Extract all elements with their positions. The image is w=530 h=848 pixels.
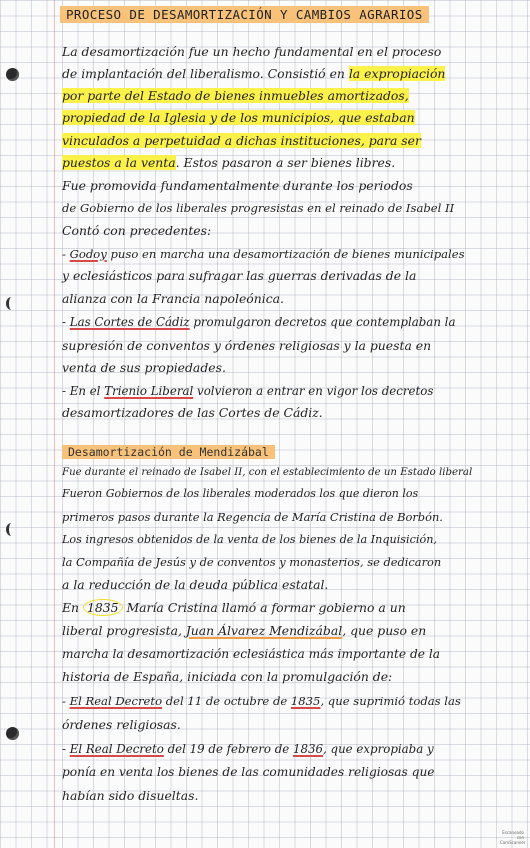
text-segment: Los ingresos obtenidos de la venta de los bienes de la Inquisición, bbox=[62, 533, 437, 546]
text-segment: a la reducción de la deuda pública estatal. bbox=[62, 577, 329, 592]
text-line bbox=[62, 715, 181, 735]
text-segment: la expropiación bbox=[348, 66, 446, 81]
text-line bbox=[62, 598, 406, 618]
text-segment: Juan Álvarez Mendizábal bbox=[185, 623, 343, 638]
text-line bbox=[62, 289, 284, 309]
text-line bbox=[62, 552, 441, 572]
text-segment: - bbox=[62, 315, 70, 329]
text-segment: supresión de conventos y órdenes religiosas y la puesta en bbox=[62, 338, 432, 353]
text-line bbox=[62, 739, 434, 759]
text-segment: del 19 de febrero de bbox=[163, 742, 293, 756]
binder-hole bbox=[6, 68, 19, 81]
text-line bbox=[62, 644, 440, 664]
text-segment: órdenes religiosas. bbox=[62, 717, 181, 732]
text-line bbox=[62, 131, 421, 151]
text-line bbox=[62, 667, 392, 687]
text-segment: Las Cortes de Cádiz bbox=[69, 315, 190, 329]
text-line bbox=[62, 786, 198, 806]
text-line bbox=[62, 575, 328, 595]
text-segment: por parte del Estado de bienes inmuebles amortizados, bbox=[62, 88, 409, 103]
text-segment: del 11 de octubre de bbox=[162, 694, 291, 708]
text-line bbox=[62, 221, 211, 241]
text-line bbox=[62, 108, 415, 128]
binder-hole bbox=[6, 727, 19, 740]
text-line bbox=[62, 64, 445, 84]
text-segment: - En el bbox=[62, 384, 105, 398]
text-segment: volvieron a entrar en vigor los decretos bbox=[193, 384, 434, 398]
text-segment: , que expropiaba y bbox=[323, 742, 434, 756]
text-segment: historia de España, iniciada con la promulgación de: bbox=[62, 669, 393, 684]
text-line bbox=[62, 336, 431, 356]
text-segment: 1835 bbox=[83, 599, 123, 616]
text-segment: promulgaron decretos que contemplaban la bbox=[189, 315, 456, 329]
text-segment: Godoy bbox=[69, 247, 107, 261]
text-segment: - bbox=[62, 247, 70, 261]
binder-hole bbox=[6, 297, 17, 310]
text-segment: 1836 bbox=[292, 742, 324, 756]
text-segment: . Estos pasaron a ser bienes libres. bbox=[175, 155, 396, 170]
text-line bbox=[62, 484, 418, 504]
text-segment: , que puso en bbox=[342, 623, 427, 638]
text-line bbox=[62, 381, 433, 401]
text-line bbox=[62, 176, 413, 196]
text-line bbox=[62, 244, 465, 264]
text-segment: - bbox=[62, 694, 70, 708]
text-line bbox=[62, 86, 409, 106]
text-segment: La desamortización fue un hecho fundamental en el proceso bbox=[62, 44, 442, 59]
text-segment: Trienio Liberal bbox=[104, 384, 194, 398]
text-line bbox=[62, 153, 395, 173]
text-line bbox=[62, 266, 416, 286]
section-heading: Desamortización de Mendizábal bbox=[62, 445, 275, 459]
text-segment: venta de sus propiedades. bbox=[62, 360, 226, 375]
text-segment: El Real Decreto bbox=[69, 694, 163, 708]
text-segment: propiedad de la Iglesia y de los municipios, que estaban bbox=[62, 110, 415, 125]
text-segment: y eclesiásticos para sufragar las guerras derivadas de la bbox=[62, 268, 417, 283]
text-segment: desamortizadores de las Cortes de Cádiz. bbox=[62, 405, 323, 420]
text-segment: primeros pasos durante la Regencia de María Cristina de Borbón. bbox=[62, 510, 443, 524]
text-segment: 1835 bbox=[290, 694, 321, 708]
text-segment: María Cristina llamó a formar gobierno a un bbox=[122, 600, 406, 615]
text-segment: En bbox=[62, 600, 83, 615]
text-line bbox=[62, 530, 437, 550]
text-segment: Fue promovida fundamentalmente durante los periodos bbox=[62, 178, 413, 193]
margin-line bbox=[54, 0, 55, 848]
text-line bbox=[62, 403, 323, 423]
text-segment: El Real Decreto bbox=[69, 742, 164, 756]
text-line bbox=[62, 463, 472, 483]
text-segment: alianza con la Francia napoleónica. bbox=[62, 291, 284, 306]
text-line bbox=[62, 691, 461, 711]
text-segment: de implantación del liberalismo. Consistió en bbox=[62, 66, 349, 81]
text-segment: Fue durante el reinado de Isabel II, con el establecimiento de un Estado liberal bbox=[62, 467, 473, 478]
text-segment: de Gobierno de los liberales progresistas en el reinado de Isabel II bbox=[62, 201, 455, 215]
text-line bbox=[62, 621, 426, 641]
text-segment: ponía en venta los bienes de las comunidades religiosas que bbox=[62, 765, 435, 779]
text-line bbox=[62, 507, 443, 527]
text-segment: , que suprimió todas las bbox=[320, 694, 461, 708]
text-segment: marcha la desamortización eclesiástica más importante de la bbox=[62, 647, 441, 661]
page-title: PROCESO DE DESAMORTIZACIÓN Y CAMBIOS AGRARIOS bbox=[60, 6, 429, 23]
text-line bbox=[62, 762, 435, 782]
text-line bbox=[62, 358, 226, 378]
text-line bbox=[62, 198, 454, 218]
text-segment: Contó con precedentes: bbox=[62, 223, 212, 238]
text-line bbox=[62, 42, 441, 62]
scanner-watermark: Escaneado con CamScanner bbox=[500, 830, 526, 845]
binder-hole bbox=[6, 523, 17, 536]
text-segment: liberal progresista, bbox=[62, 623, 186, 638]
text-segment: vinculados a perpetuidad a dichas instituciones, para ser bbox=[62, 133, 421, 148]
text-segment: la Compañía de Jesús y de conventos y monasterios, se dedicaron bbox=[62, 555, 442, 569]
text-segment: puestos a la venta bbox=[62, 155, 176, 170]
text-line bbox=[62, 312, 455, 332]
text-segment: habían sido disueltas. bbox=[62, 788, 199, 803]
text-segment: Fueron Gobiernos de los liberales moderados los que dieron los bbox=[62, 487, 419, 500]
text-segment: - bbox=[62, 742, 70, 756]
text-segment: puso en marcha una desamortización de bienes municipales bbox=[106, 247, 465, 261]
